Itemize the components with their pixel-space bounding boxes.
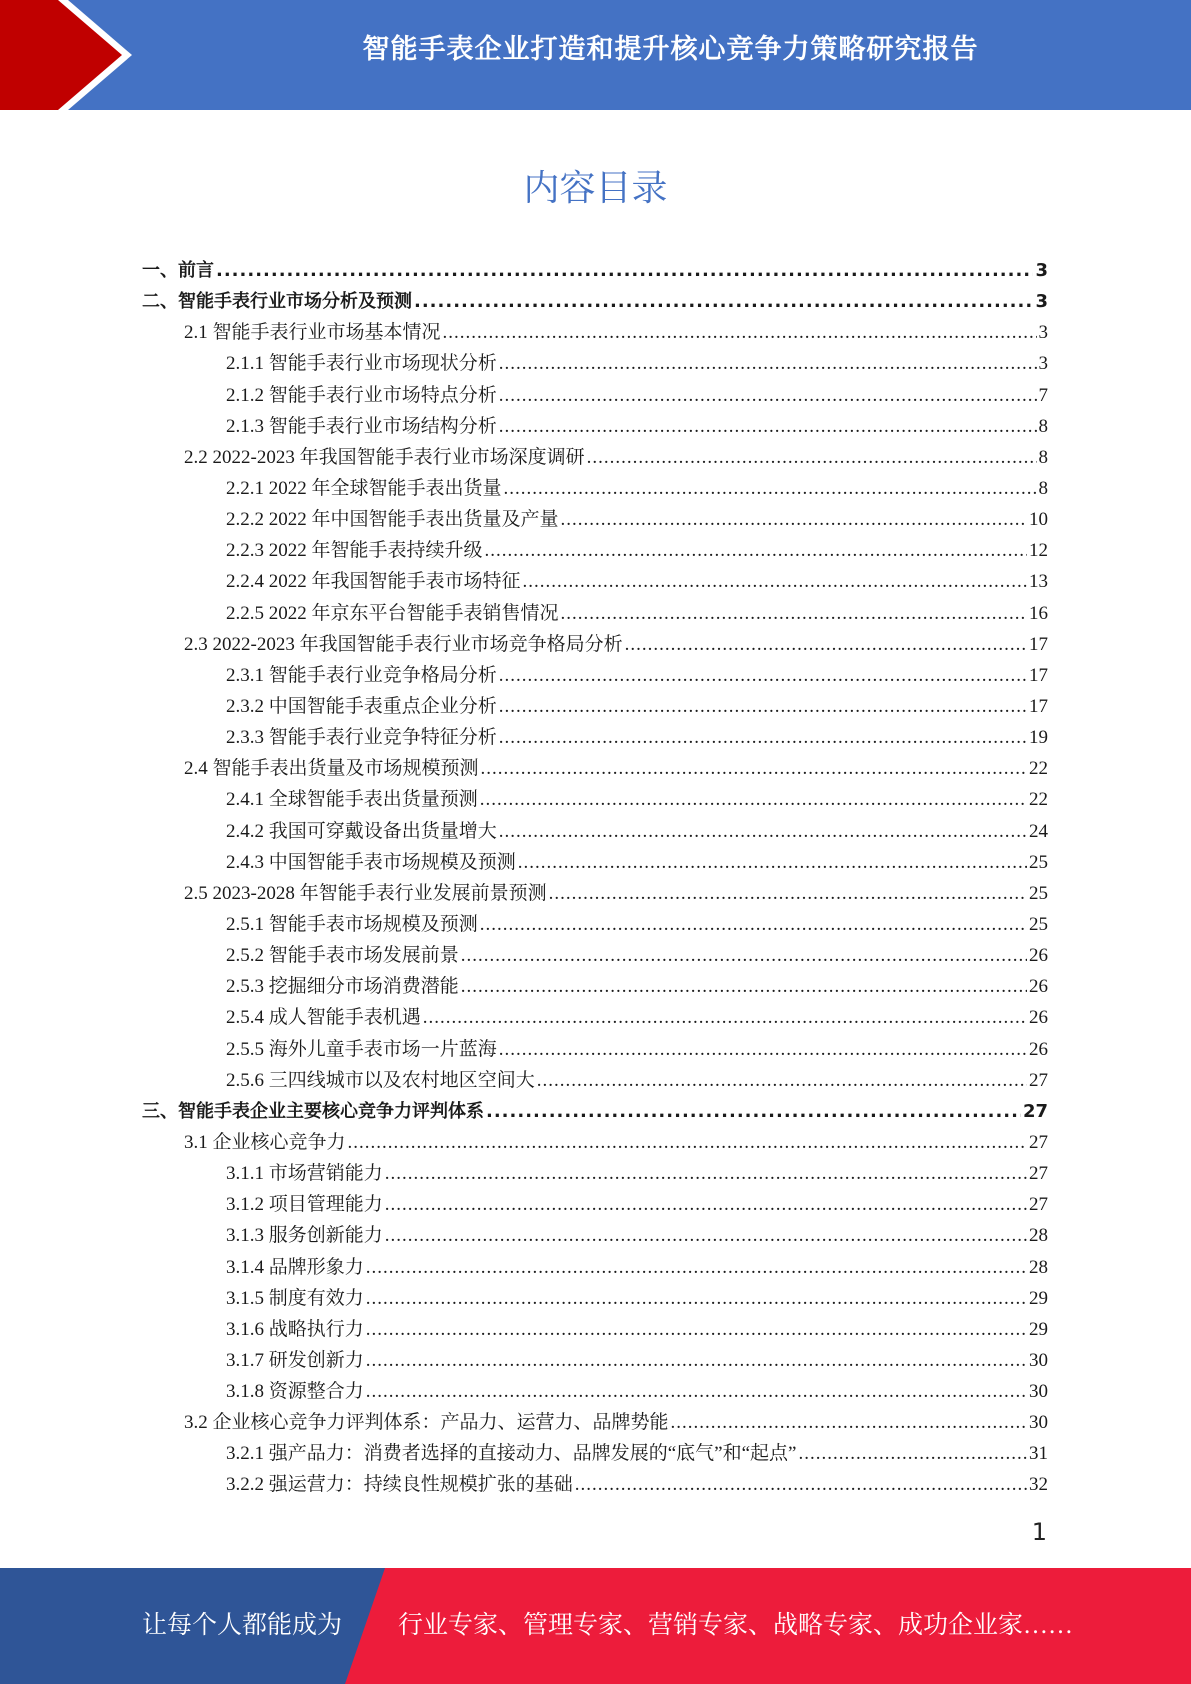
toc-entry[interactable]: 2.3 2022-2023 年我国智能手表行业市场竞争格局分析 ..... 17 (140, 629, 1048, 660)
toc-entry[interactable]: 3.1.5 制度有效力 ..... 29 (140, 1283, 1048, 1314)
chevron-arrow-icon (0, 0, 160, 110)
report-title: 智能手表企业打造和提升核心竞争力策略研究报告 (362, 34, 979, 65)
toc-entry[interactable]: 2.5.6 三四线城市以及农村地区空间大 ..... 27 (140, 1065, 1048, 1096)
toc-entry[interactable]: 3.1.3 服务创新能力 ..... 28 (140, 1220, 1048, 1251)
toc-entry[interactable]: 3.2 企业核心竞争力评判体系：产品力、运营力、品牌势能 ..... 30 (140, 1407, 1048, 1438)
toc-entry[interactable]: 2.1 智能手表行业市场基本情况 ..... 3 (140, 317, 1048, 348)
header-banner (0, 0, 1191, 110)
toc-entry[interactable]: 3.1.1 市场营销能力 ..... 27 (140, 1158, 1048, 1189)
toc-entry[interactable]: 3.1.8 资源整合力 ..... 30 (140, 1376, 1048, 1407)
toc-entry[interactable]: 3.2.1 强产品力：消费者选择的直接动力、品牌发展的“底气”和“起点” ..... 31 (140, 1438, 1048, 1469)
toc-entry[interactable]: 2.2.3 2022 年智能手表持续升级 ..... 12 (140, 535, 1048, 566)
footer-slogan-left: 让每个人都能成为 (142, 1612, 343, 1639)
toc-entry[interactable]: 2.5.5 海外儿童手表市场一片蓝海 ..... 26 (140, 1034, 1048, 1065)
toc-entry[interactable]: 2.2 2022-2023 年我国智能手表行业市场深度调研 ..... 8 (140, 442, 1048, 473)
toc-entry[interactable]: 2.2.1 2022 年全球智能手表出货量 ..... 8 (140, 473, 1048, 504)
toc-entry[interactable]: 2.4.1 全球智能手表出货量预测 ..... 22 (140, 784, 1048, 815)
footer-banner (0, 1568, 1191, 1684)
table-of-contents (140, 255, 1048, 1501)
toc-entry[interactable]: 2.3.2 中国智能手表重点企业分析 ..... 17 (140, 691, 1048, 722)
toc-entry[interactable]: 2.1.1 智能手表行业市场现状分析 ..... 3 (140, 348, 1048, 379)
toc-entry[interactable]: 2.1.3 智能手表行业市场结构分析 ..... 8 (140, 411, 1048, 442)
toc-entry[interactable]: 2.1.2 智能手表行业市场特点分析 ..... 7 (140, 380, 1048, 411)
toc-entry[interactable]: 二、智能手表行业市场分析及预测 ..... 3 (140, 286, 1048, 317)
toc-entry[interactable]: 2.4.3 中国智能手表市场规模及预测 ..... 25 (140, 847, 1048, 878)
toc-entry[interactable]: 2.5.2 智能手表市场发展前景 ..... 26 (140, 940, 1048, 971)
toc-entry[interactable]: 3.1.7 研发创新力 ..... 30 (140, 1345, 1048, 1376)
toc-entry[interactable]: 2.2.4 2022 年我国智能手表市场特征 ..... 13 (140, 566, 1048, 597)
toc-entry[interactable]: 2.5.1 智能手表市场规模及预测 ..... 25 (140, 909, 1048, 940)
toc-entry[interactable]: 2.2.2 2022 年中国智能手表出货量及产量 ..... 10 (140, 504, 1048, 535)
footer-slogan-right: 行业专家、管理专家、营销专家、战略专家、成功企业家…… (398, 1612, 1074, 1639)
toc-entry[interactable]: 2.2.5 2022 年京东平台智能手表销售情况 ..... 16 (140, 598, 1048, 629)
page-title: 内容目录 (523, 168, 668, 209)
toc-entry[interactable]: 三、智能手表企业主要核心竞争力评判体系 ..... 27 (140, 1096, 1048, 1127)
toc-entry[interactable]: 2.3.1 智能手表行业竞争格局分析 ..... 17 (140, 660, 1048, 691)
toc-entry[interactable]: 3.1.2 项目管理能力 ..... 27 (140, 1189, 1048, 1220)
toc-entry[interactable]: 2.5.4 成人智能手表机遇 ..... 26 (140, 1002, 1048, 1033)
toc-entry[interactable]: 3.1 企业核心竞争力 ..... 27 (140, 1127, 1048, 1158)
toc-entry[interactable]: 2.4.2 我国可穿戴设备出货量增大 ..... 24 (140, 816, 1048, 847)
page-number: 1 (1031, 1518, 1047, 1546)
toc-entry[interactable]: 3.1.6 战略执行力 ..... 29 (140, 1314, 1048, 1345)
toc-entry[interactable]: 2.5.3 挖掘细分市场消费潜能 ..... 26 (140, 971, 1048, 1002)
toc-entry[interactable]: 2.5 2023-2028 年智能手表行业发展前景预测 ..... 25 (140, 878, 1048, 909)
toc-entry[interactable]: 3.1.4 品牌形象力 ..... 28 (140, 1252, 1048, 1283)
toc-entry[interactable]: 3.2.2 强运营力：持续良性规模扩张的基础 ..... 32 (140, 1469, 1048, 1500)
toc-entry[interactable]: 2.3.3 智能手表行业竞争特征分析 ..... 19 (140, 722, 1048, 753)
toc-entry[interactable]: 一、前言 ..... 3 (140, 255, 1048, 286)
toc-entry[interactable]: 2.4 智能手表出货量及市场规模预测 ..... 22 (140, 753, 1048, 784)
